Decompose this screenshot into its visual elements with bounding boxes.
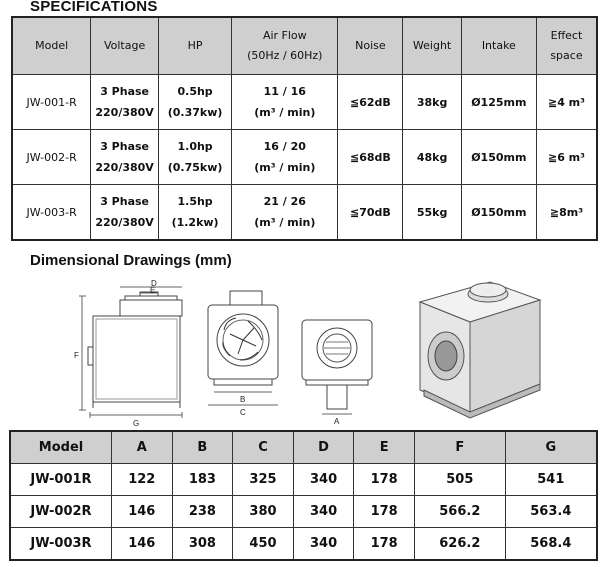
dim-row [10,528,597,561]
isometric-view-drawing [420,282,540,418]
label-f: F [74,351,79,360]
col-header-hp-label: HP [187,39,203,52]
dim-cell-e: 178 [354,496,415,528]
dim-cell-f: 566.2 [414,496,505,528]
spec-cell-hp-value: 0.5hp [177,85,213,98]
dim-header-g: G [505,431,597,464]
dim-cell-model: JW-001R [10,464,112,496]
label-g: G [133,419,140,428]
dim-row [10,464,597,496]
col-header-effect-space [536,17,597,75]
dim-header-a: A [112,431,173,464]
dimensions-table [9,430,598,561]
col-header-effect-line1: Effect [550,29,583,42]
dim-cell-g: 568.4 [505,528,597,561]
dim-cell-g: 563.4 [505,496,597,528]
spec-cell-voltage-phase: 3 Phase [100,85,149,98]
spec-cell-hp-kw: (0.37kw) [167,106,223,119]
dim-cell-d: 340 [293,528,354,561]
dim-cell-model: JW-002R [10,496,112,528]
dim-cell-model: JW-003R [10,528,112,561]
spec-cell-hp-value: 1.5hp [177,195,213,208]
col-header-voltage: Voltage [91,17,159,75]
dim-cell-a: 146 [112,496,173,528]
label-e: E [150,286,156,295]
col-header-weight: Weight [403,17,461,75]
dim-header-f: F [414,431,505,464]
spec-row [12,130,597,185]
col-header-airflow-line2: (50Hz / 60Hz) [247,49,323,62]
front-view-drawing [208,291,278,405]
spec-cell-airflow-value: 21 / 26 [263,195,306,208]
spec-cell-voltage-value: 220/380V [95,216,154,229]
dim-cell-a: 122 [112,464,173,496]
spec-cell-voltage-value: 220/380V [95,161,154,174]
specifications-table [11,16,598,241]
dim-cell-e: 178 [354,464,415,496]
dimensional-drawings-heading: Dimensional Drawings (mm) [30,252,232,269]
spec-cell-model: JW-002-R [12,130,91,185]
spec-cell-airflow-value: 11 / 16 [263,85,306,98]
spec-cell-effect: ≧8m³ [536,185,597,241]
dim-cell-e: 178 [354,528,415,561]
dim-cell-a: 146 [112,528,173,561]
col-header-effect-line2: space [550,49,583,62]
spec-cell-voltage-phase: 3 Phase [100,140,149,153]
dim-header-d: D [293,431,354,464]
col-header-airflow-line1: Air Flow [262,29,307,42]
spec-cell-weight: 55kg [403,185,461,241]
spec-row [12,185,597,241]
dim-cell-c: 380 [233,496,294,528]
label-b: B [240,395,246,404]
spec-cell-airflow-unit: (m³ / min) [254,161,316,174]
dim-cell-b: 183 [172,464,233,496]
spec-cell-hp-kw: (0.75kw) [167,161,223,174]
spec-row [12,75,597,130]
dim-cell-d: 340 [293,464,354,496]
col-header-intake: Intake [461,17,536,75]
spec-cell-voltage-phase: 3 Phase [100,195,149,208]
spec-header-row [12,17,597,75]
dim-cell-d: 340 [293,496,354,528]
spec-cell-airflow [232,185,338,241]
spec-cell-voltage [91,185,159,241]
spec-cell-voltage [91,130,159,185]
spec-cell-airflow-value: 16 / 20 [263,140,306,153]
col-header-model: Model [12,17,91,75]
col-header-hp [158,17,231,75]
dim-cell-f: 626.2 [414,528,505,561]
spec-cell-airflow-unit: (m³ / min) [254,106,316,119]
dim-header-e: E [354,431,415,464]
dim-header-model: Model [10,431,112,464]
dim-cell-g: 541 [505,464,597,496]
spec-cell-hp [158,75,231,130]
dim-cell-c: 450 [233,528,294,561]
col-header-noise: Noise [338,17,403,75]
spec-cell-hp [158,185,231,241]
dimensional-drawings [0,272,607,430]
dim-header-c: C [233,431,294,464]
spec-cell-noise: ≦70dB [338,185,403,241]
spec-cell-hp [158,130,231,185]
rear-view-drawing [302,320,372,414]
spec-cell-model: JW-003-R [12,185,91,241]
spec-cell-airflow [232,75,338,130]
spec-cell-noise: ≦62dB [338,75,403,130]
spec-cell-noise: ≦68dB [338,130,403,185]
dim-cell-b: 238 [172,496,233,528]
label-a: A [334,417,340,426]
side-view-drawing [79,287,182,418]
spec-cell-intake: Ø150mm [461,185,536,241]
label-d: D [151,279,157,288]
dim-header-row [10,431,597,464]
dim-row [10,496,597,528]
spec-cell-weight: 48kg [403,130,461,185]
spec-cell-voltage-value: 220/380V [95,106,154,119]
dim-cell-b: 308 [172,528,233,561]
dim-cell-f: 505 [414,464,505,496]
label-c: C [240,408,246,417]
spec-cell-airflow-unit: (m³ / min) [254,216,316,229]
spec-cell-model: JW-001-R [12,75,91,130]
spec-cell-intake: Ø150mm [461,130,536,185]
specifications-heading: SPECIFICATIONS [30,0,158,15]
spec-cell-effect: ≧6 m³ [536,130,597,185]
spec-cell-hp-kw: (1.2kw) [171,216,219,229]
spec-cell-weight: 38kg [403,75,461,130]
spec-cell-effect: ≧4 m³ [536,75,597,130]
spec-cell-airflow [232,130,338,185]
spec-cell-voltage [91,75,159,130]
dim-cell-c: 325 [233,464,294,496]
spec-cell-intake: Ø125mm [461,75,536,130]
spec-cell-hp-value: 1.0hp [177,140,213,153]
dim-header-b: B [172,431,233,464]
col-header-airflow [232,17,338,75]
